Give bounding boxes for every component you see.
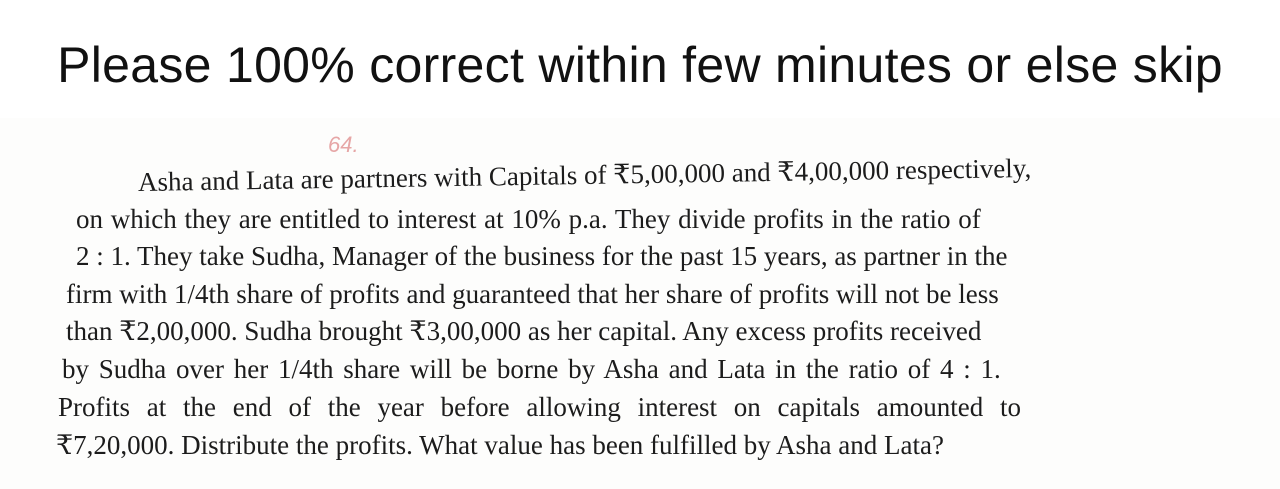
question-line: on which they are entitled to interest at 10% p.a. They divide profits in the ratio of [76,204,981,234]
question-number: 64. [328,132,359,157]
question-line: ₹7,20,000. Distribute the profits. What value has been fulfilled by Asha and Lata? [56,430,944,460]
question-line: by Sudha over her 1/4th share will be borne by Asha and Lata in the ratio of 4 : 1. [62,354,1001,384]
question-line: 2 : 1. They take Sudha, Manager of the business for the past 15 years, as partner in the [76,241,1008,271]
question-line: Profits at the end of the year before allowing interest on capitals amounted to [58,392,1021,422]
question-line: than ₹2,00,000. Sudha brought ₹3,00,000 as her capital. Any excess profits received [66,316,982,346]
caption-heading: Please 100% correct within few minutes or else skip [57,37,1223,93]
question-line: firm with 1/4th share of profits and guaranteed that her share of profits will not be less [66,279,999,309]
question-line: Asha and Lata are partners with Capitals of ₹5,00,000 and ₹4,00,000 respectively, [137,152,1032,197]
